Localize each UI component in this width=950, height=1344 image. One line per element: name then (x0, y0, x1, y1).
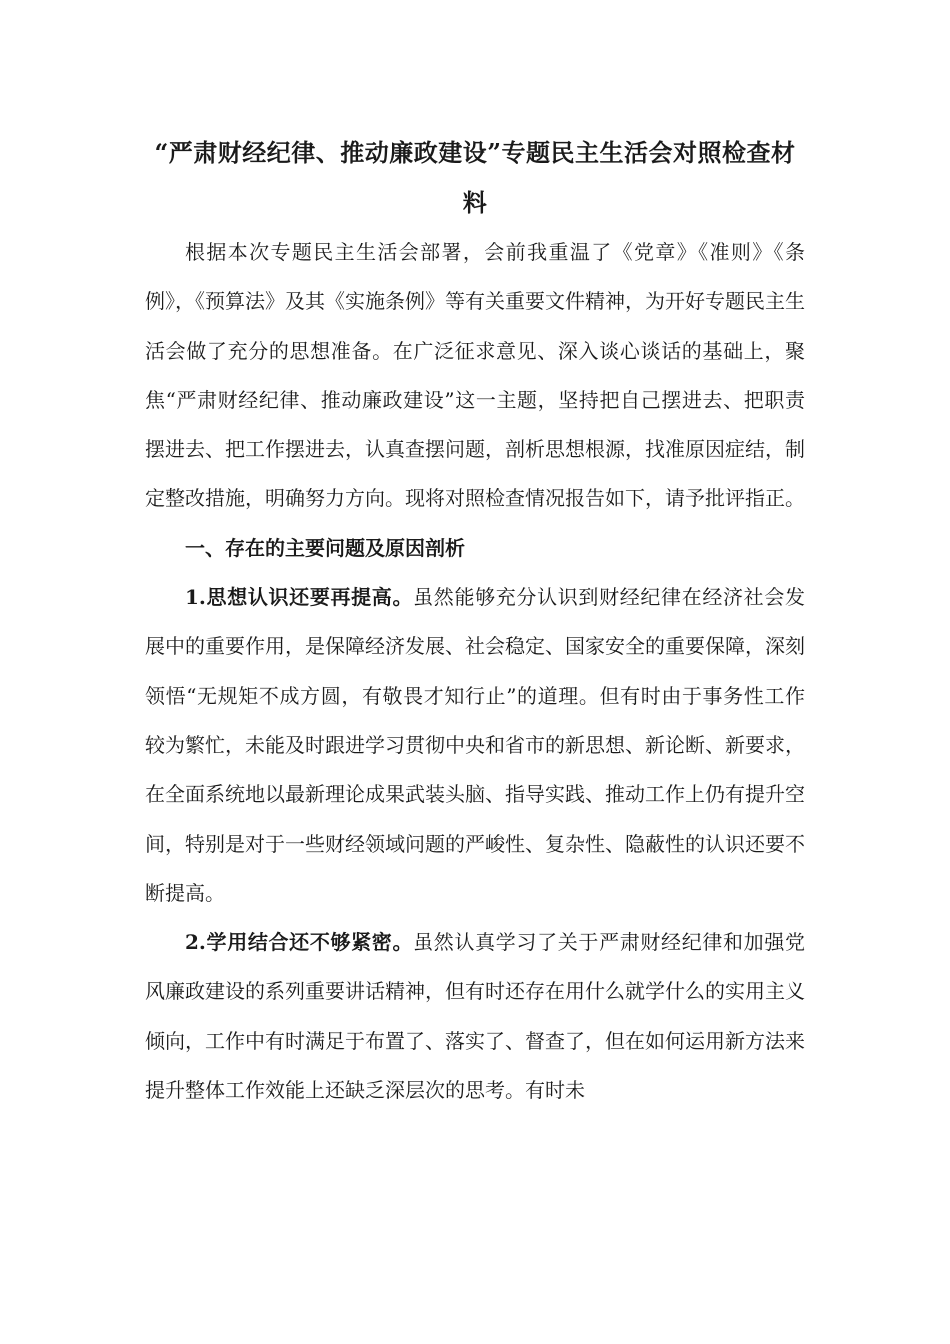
intro-paragraph: 根据本次专题民主生活会部署，会前我重温了《党章》《准则》《条例》，《预算法》及其《实施条例》等有关重要文件精神，为开好专题民主生活会做了充分的思想准备。在广泛征求意见、深入谈心谈话的基础上，聚焦“严肃财经纪律、推动廉政建设”这一主题，坚持把自己摆进去、把职责摆进去、把工作摆进去，认真查摆问题，剖析思想根源，找准原因症结，制定整改措施，明确努力方向。现将对照检查情况报告如下，请予批评指正。 (145, 240, 805, 511)
section-heading: 一、存在的主要问题及原因剖析 (185, 535, 465, 560)
document-title: “严肃财经纪律、推动廉政建设”专题民主生活会对照检查材料 (154, 138, 796, 217)
document-page (145, 128, 805, 1115)
item-1-paragraph (145, 573, 805, 918)
item-2-paragraph (145, 918, 805, 1115)
item-2-heading: 2.学用结合还不够紧密。 (185, 930, 414, 955)
item-2-body: 虽然认真学习了关于严肃财经纪律和加强党风廉政建设的系列重要讲话精神，但有时还存在用什么就学什么的实用主义倾向，工作中有时满足于布置了、落实了、督查了，但在如何运用新方法来提升整体工作效能上还缺乏深层次的思考。有时未 (145, 930, 806, 1103)
item-1-heading: 1.思想认识还要再提高。 (185, 585, 414, 610)
item-1-body: 虽然能够充分认识到财经纪律在经济社会发展中的重要作用，是保障经济发展、社会稳定、国家安全的重要保障，深刻领悟“无规矩不成方圆，有敬畏才知行止”的道理。但有时由于事务性工作较为繁忙，未能及时跟进学习贯彻中央和省市的新思想、新论断、新要求，在全面系统地以最新理论成果武装头脑、指导实践、推动工作上仍有提升空间，特别是对于一些财经领域问题的严峻性、复杂性、隐蔽性的认识还要不断提高。 (145, 585, 806, 905)
